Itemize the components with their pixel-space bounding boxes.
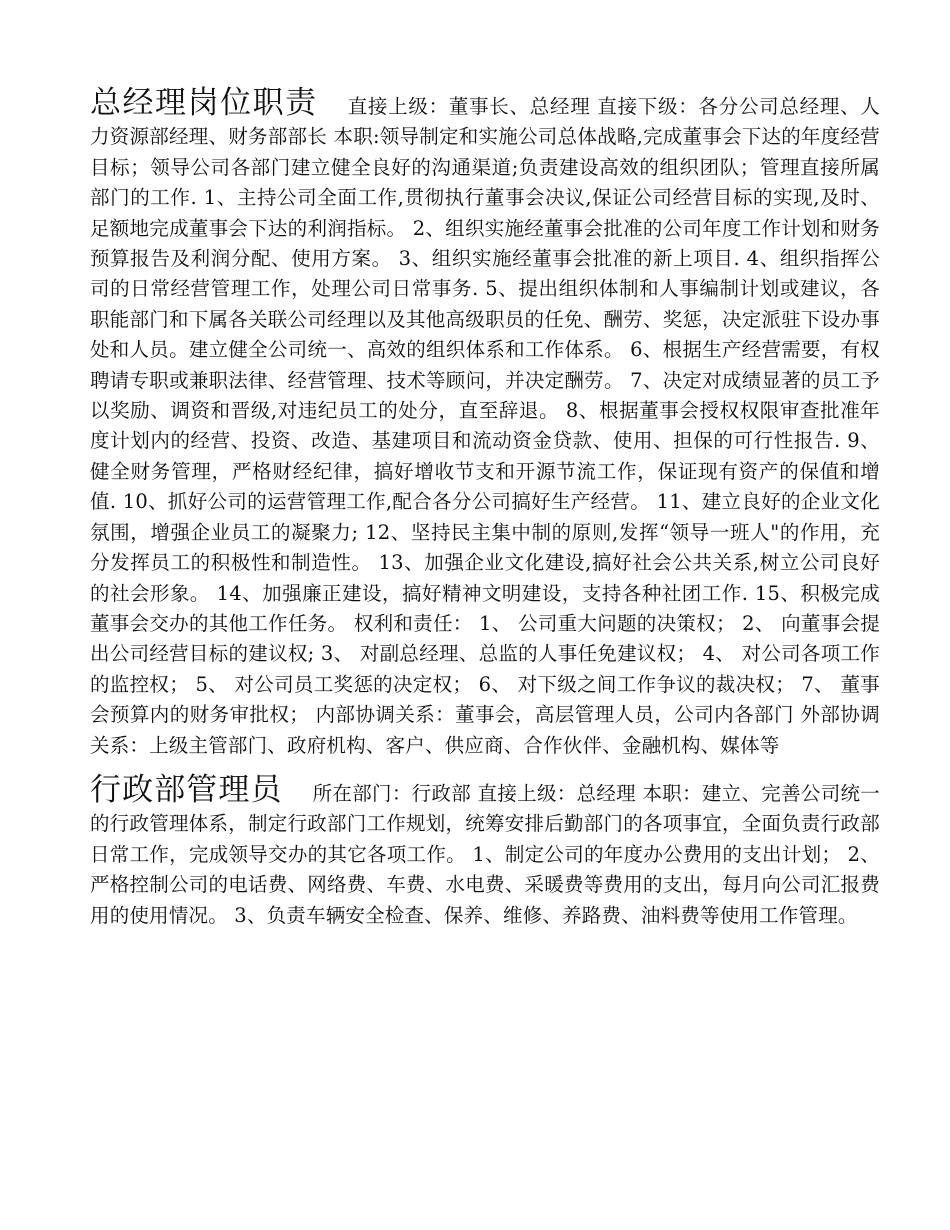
section-heading: 行政部管理员 (90, 771, 283, 808)
section-body: 直接上级：董事长、总经理 直接下级：各分公司总经理、人力资源部经理、财务部部长 本职:领导制定和实施公司总体战略,完成董事会下达的年度经营目标；领导公司各部门建立健全良好的沟通渠道;负责建设高效的组织团队；管理直接所属部门的工作. 1、主持公司全面工作,贯彻执行董事会决议,保证公司经营目标的实现,及时、足额地完成董事会下达的利润指标。 2、组织实施经董事会批准的公司年度工作计划和财务预算报告及利润分配、使用方案。 3、组织实施经董事会批准的新上项目. 4、组织指挥公司的日常经营管理工作，处理公司日常事务. 5、提出组织体制和人事编制计划或建议，各职能部门和下属各关联公司经理以及其他高级职员的任免、酬劳、奖惩，决定派驻下设办事处和人员。建立健全公司统一、高效的组织体系和工作体系。 6、根据生产经营需要，有权聘请专职或兼职法律、经营管理、技术等顾问，并决定酬劳。 7、决定对成绩显著的员工予以奖励、调资和晋级,对违纪员工的处分，直至辞退。 8、根据董事会授权权限审查批准年度计划内的经营、投资、改造、基建项目和流动资金贷款、使用、担保的可行性报告. 9、健全财务管理，严格财经纪律，搞好增收节支和开源节流工作，保证现有资产的保值和增值. 10、抓好公司的运营管理工作,配合各分公司搞好生产经营。 11、建立良好的企业文化氛围，增强企业员工的凝聚力; 12、坚持民主集中制的原则,发挥“领导一班人"的作用，充分发挥员工的积极性和制造性。 13、加强企业文化建设,搞好社会公共关系,树立公司良好的社会形象。 14、加强廉正建设，搞好精神文明建设，支持各种社团工作. 15、积极完成董事会交办的其他工作任务。 权利和责任： 1、 公司重大问题的决策权； 2、 向董事会提出公司经营目标的建议权; 3、 对副总经理、总监的人事任免建议权； 4、 对公司各项工作的监控权； 5、 对公司员工奖惩的决定权； 6、 对下级之间工作争议的裁决权； 7、 董事会预算内的财务审批权； 内部协调关系：董事会，高层管理人员，公司内各部门 外部协调关系：上级主管部门、政府机构、客户、供应商、合作伙伴、金融机构、媒体等 (90, 95, 881, 757)
document-page (90, 85, 881, 931)
section-general-manager (90, 85, 881, 761)
section-admin-manager (90, 771, 880, 931)
section-body: 所在部门：行政部 直接上级：总经理 本职：建立、完善公司统一的行政管理体系，制定行政部门工作规划，统筹安排后勤部门的各项事宜，全面负责行政部日常工作，完成领导交办的其它各项工作。 1、制定公司的年度办公费用的支出计划； 2、严格控制公司的电话费、网络费、车费、水电费、采暖费等费用的支出，每月向公司汇报费用的使用情况。 3、负责车辆安全检查、保养、维修、养路费、油料费等使用工作管理。 (90, 781, 880, 927)
section-heading: 总经理岗位职责 (90, 85, 318, 121)
